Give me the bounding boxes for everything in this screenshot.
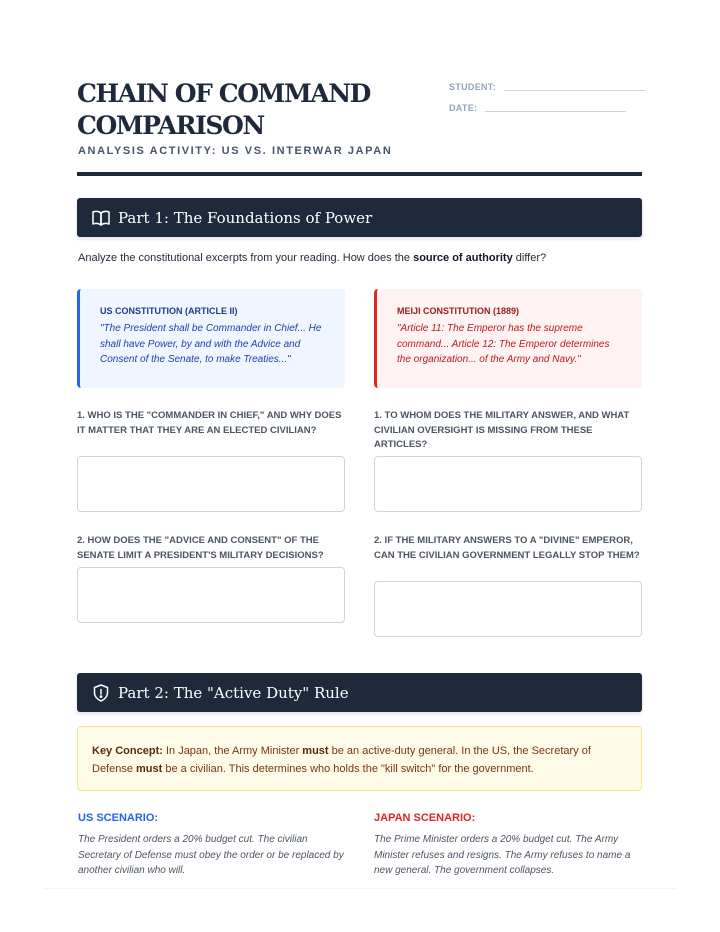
japan-scenario-text: The Prime Minister orders a 20% budget cut. The Army Minister refuses and resigns. The Army refuses to name a new general. The government collapses.	[374, 834, 631, 876]
us-card-quote: "The President shall be Commander in Chief... He shall have Power, by and with the Advice and Consent of the Senate, to make Treaties..."	[100, 323, 322, 365]
us-constitution-card	[77, 289, 345, 388]
student-label: STUDENT:	[449, 82, 496, 92]
header-divider	[77, 172, 642, 176]
date-field	[449, 103, 626, 113]
japan-scenario-heading: JAPAN SCENARIO:	[374, 812, 476, 824]
concept-text: be an active-duty general. In the US, the Secretary of Defense	[92, 745, 591, 775]
intro-bold: source of authority	[413, 252, 513, 264]
question-jp-1: 1. TO WHOM DOES THE MILITARY ANSWER, AND WHAT CIVILIAN OVERSIGHT IS MISSING FROM THESE ARTICLES?	[374, 410, 630, 450]
date-input-line[interactable]	[485, 111, 626, 112]
us-card-title: US CONSTITUTION (ARTICLE II)	[100, 306, 238, 316]
part1-header	[77, 198, 642, 237]
jp-card-quote: "Article 11: The Emperor has the supreme command... Article 12: The Emperor determines the organization... of the Army and Navy."	[397, 323, 610, 365]
book-icon	[92, 209, 110, 227]
part1-intro	[78, 252, 546, 264]
concept-text: In Japan, the Army Minister	[162, 745, 303, 757]
student-input-line[interactable]	[504, 90, 645, 91]
part2-title: Part 2: The "Active Duty" Rule	[118, 683, 349, 702]
us-scenario-text: The President orders a 20% budget cut. The civilian Secretary of Defense must obey the order or be replaced by another civilian who will.	[78, 834, 344, 876]
answer-box-us-2[interactable]	[77, 567, 345, 623]
intro-text: Analyze the constitutional excerpts from your reading. How does the	[78, 252, 414, 264]
page-title: CHAIN OF COMMAND COMPARISON	[77, 79, 370, 140]
shield-alert-icon	[92, 684, 110, 702]
key-concept-box	[77, 726, 642, 791]
student-field	[449, 82, 645, 92]
concept-bold: must	[136, 763, 163, 775]
question-jp-2: 2. IF THE MILITARY ANSWERS TO A "DIVINE" EMPEROR, CAN THE CIVILIAN GOVERNMENT LEGALLY STOP THEM?	[374, 535, 640, 561]
question-us-1: 1. WHO IS THE "COMMANDER IN CHIEF," AND WHY DOES IT MATTER THAT THEY ARE AN ELECTED CIVILIAN?	[77, 410, 342, 436]
answer-box-jp-2[interactable]	[374, 581, 642, 637]
part2-header	[77, 673, 642, 712]
answer-box-jp-1[interactable]	[374, 456, 642, 512]
concept-text: be a civilian. This determines who holds the "kill switch" for the government.	[162, 763, 534, 775]
answer-box-us-1[interactable]	[77, 456, 345, 512]
key-concept-label: Key Concept:	[92, 745, 163, 757]
date-label: DATE:	[449, 103, 478, 113]
page-footer-divider	[44, 888, 676, 889]
intro-text-end: differ?	[512, 252, 547, 264]
question-us-2: 2. HOW DOES THE "ADVICE AND CONSENT" OF THE SENATE LIMIT A PRESIDENT'S MILITARY DECISIONS?	[77, 535, 324, 561]
jp-card-title: MEIJI CONSTITUTION (1889)	[397, 306, 520, 316]
page-subtitle: ANALYSIS ACTIVITY: US VS. INTERWAR JAPAN	[78, 145, 393, 157]
meiji-constitution-card	[374, 289, 642, 388]
part1-title: Part 1: The Foundations of Power	[118, 208, 373, 227]
us-scenario-heading: US SCENARIO:	[78, 812, 159, 824]
concept-bold: must	[302, 745, 329, 757]
